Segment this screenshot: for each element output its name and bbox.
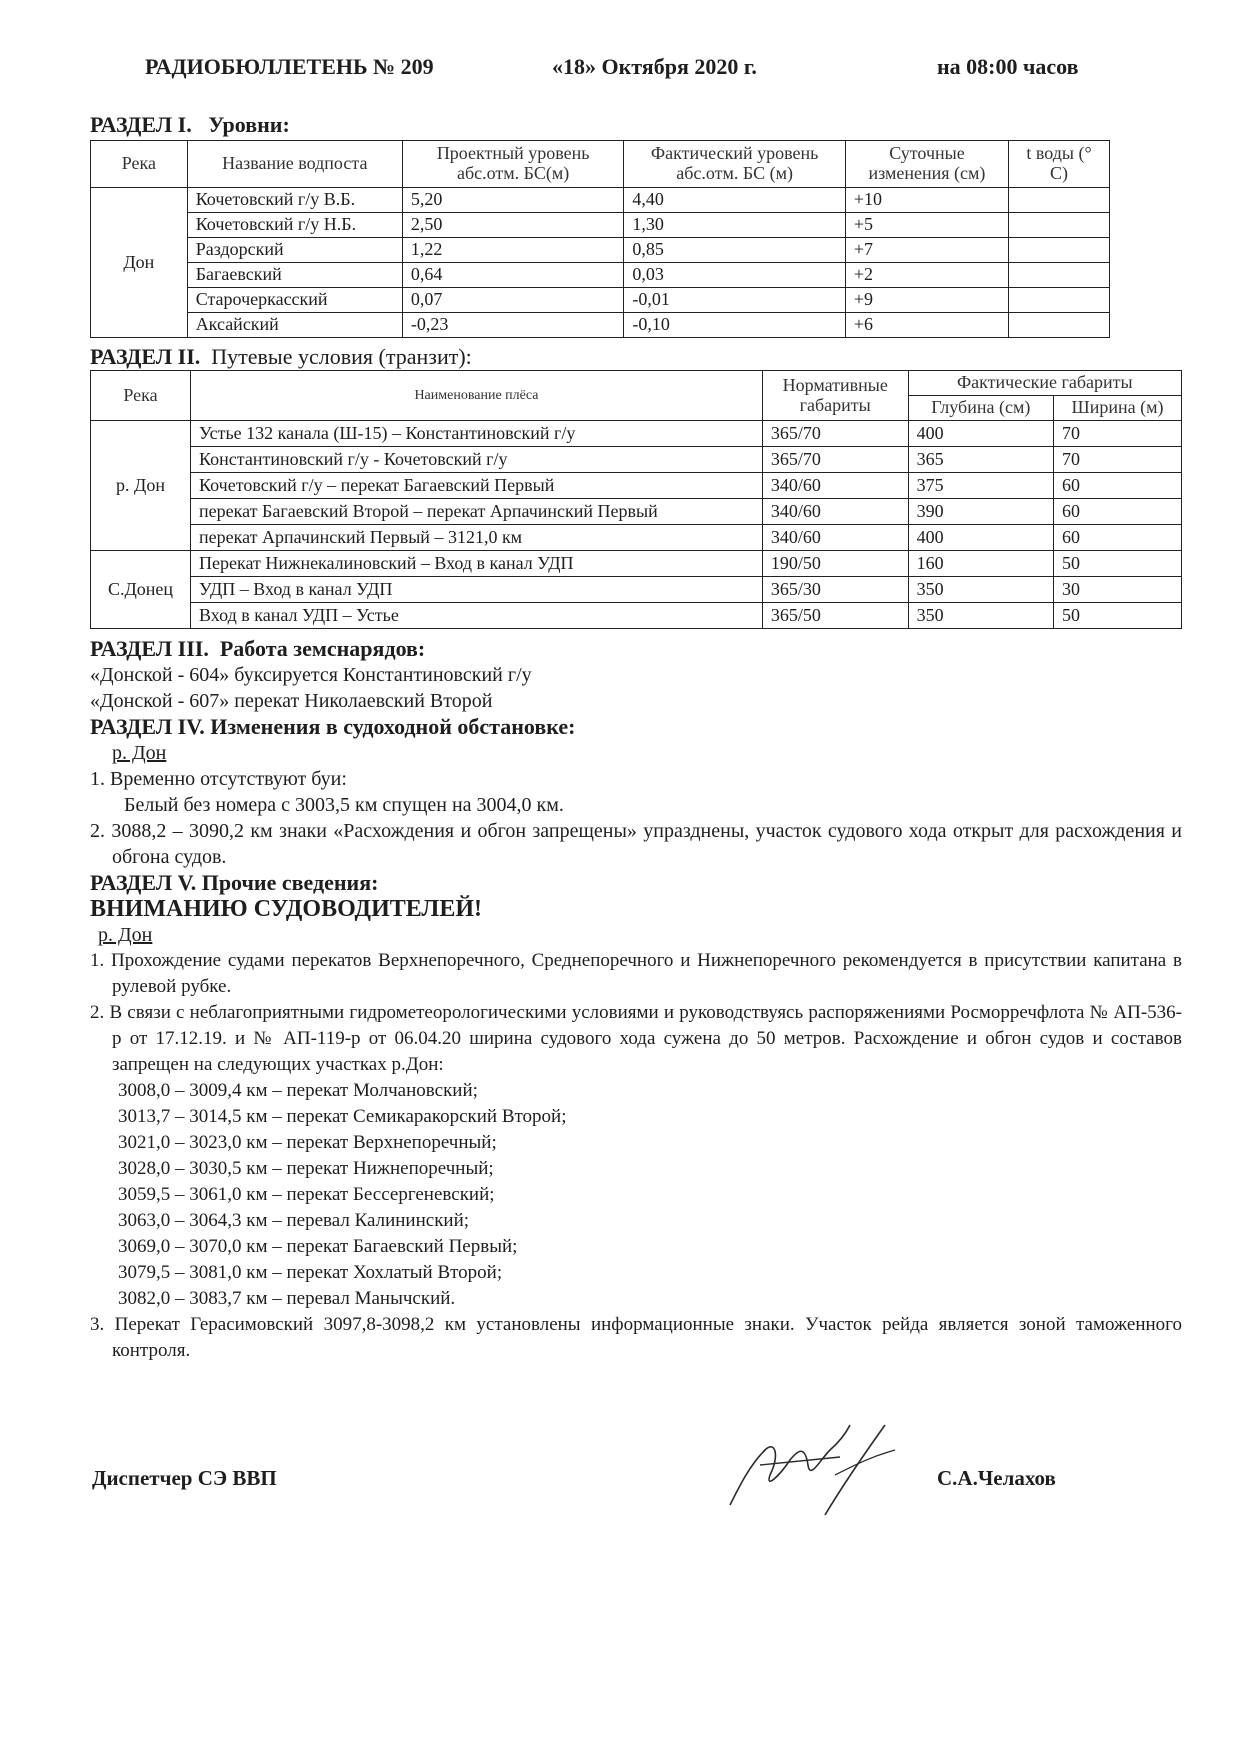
project-cell: -0,23 [402, 313, 623, 338]
station-cell: Старочеркасский [187, 288, 402, 313]
width-cell: 70 [1054, 421, 1182, 447]
section-4-heading [90, 714, 1182, 740]
table-row [91, 421, 1182, 447]
handwritten-signature [720, 1405, 900, 1525]
bulletin-title: РАДИОБЮЛЛЕТЕНЬ № 209 [145, 54, 434, 79]
notice-item: 1. Временно отсутствуют буи: [90, 768, 347, 790]
depth-cell: 350 [908, 577, 1053, 603]
list-item: 3082,0 – 3083,7 км – перевал Манычский. [118, 1288, 456, 1309]
col-water-temp: t воды (° C) [1009, 141, 1110, 188]
depth-cell: 390 [908, 499, 1053, 525]
route-conditions-table [90, 370, 1182, 629]
temp-cell [1009, 238, 1110, 263]
depth-cell: 400 [908, 421, 1053, 447]
table-row [91, 313, 1110, 338]
actual-cell: -0,10 [624, 313, 845, 338]
stretch-cell: Перекат Нижнекалиновский – Вход в канал УДП [191, 551, 763, 577]
col-river: Река [91, 141, 188, 188]
station-cell: Багаевский [187, 263, 402, 288]
list-item: 3059,5 – 3061,0 км – перекат Бессергеневский; [118, 1184, 495, 1205]
depth-cell: 375 [908, 473, 1053, 499]
list-item: 3021,0 – 3023,0 км – перекат Верхнепоречный; [118, 1132, 497, 1153]
col-project-level: Проектный уровень абс.отм. БС(м) [402, 141, 623, 188]
actual-cell: -0,01 [624, 288, 845, 313]
col-river: Река [91, 371, 191, 421]
col-station: Название водпоста [187, 141, 402, 188]
stretch-cell: Устье 132 канала (Ш-15) – Константиновский г/у [191, 421, 763, 447]
actual-cell: 4,40 [624, 188, 845, 213]
table-row [91, 447, 1182, 473]
actual-cell: 1,30 [624, 213, 845, 238]
section-2-label: РАЗДЕЛ II. [90, 344, 201, 369]
actual-cell: 0,03 [624, 263, 845, 288]
notice-item: 2. 3088,2 – 3090,2 км знаки «Расхождения и обгон запрещены» упразднены, участок судового хода открыт для расхождения и обгона судов. [90, 820, 1182, 868]
list-item: 3013,7 – 3014,5 км – перекат Семикаракорский Второй; [118, 1106, 567, 1127]
dispatcher-label: Диспетчер СЭ ВВП [92, 1466, 277, 1490]
change-cell: +7 [845, 238, 1008, 263]
change-cell: +9 [845, 288, 1008, 313]
levels-header-row [91, 141, 1110, 188]
table-row [91, 603, 1182, 629]
norm-cell: 365/50 [762, 603, 908, 629]
stretch-cell: Кочетовский г/у – перекат Багаевский Первый [191, 473, 763, 499]
section-3-title: Работа земснарядов: [219, 636, 426, 661]
list-item: 3063,0 – 3064,3 км – перевал Калининский; [118, 1210, 470, 1231]
river-cell: С.Донец [91, 551, 191, 629]
stretch-cell: УДП – Вход в канал УДП [191, 577, 763, 603]
sections-text [90, 636, 1182, 1364]
notice-subitem: Белый без номера с 3003,5 км спущен на 3004,0 км. [124, 794, 564, 816]
section-1-title: Уровни: [208, 112, 290, 137]
list-item: 3069,0 – 3070,0 км – перекат Багаевский Первый; [118, 1236, 518, 1257]
width-cell: 60 [1054, 525, 1182, 551]
table-row [91, 213, 1110, 238]
section-3-heading [90, 636, 1182, 662]
stretch-cell: Вход в канал УДП – Устье [191, 603, 763, 629]
project-cell: 2,50 [402, 213, 623, 238]
list-item: 3079,5 – 3081,0 км – перекат Хохлатый Второй; [118, 1262, 503, 1283]
temp-cell [1009, 313, 1110, 338]
col-daily-change: Суточные изменения (см) [845, 141, 1008, 188]
list-item: 3008,0 – 3009,4 км – перекат Молчановский; [118, 1080, 478, 1101]
norm-cell: 340/60 [762, 525, 908, 551]
table-row [91, 551, 1182, 577]
project-cell: 0,07 [402, 288, 623, 313]
notice-item: 3. Перекат Герасимовский 3097,8-3098,2 км установлены информационные знаки. Участок рейда является зоной таможенного контроля. [90, 1314, 1182, 1361]
temp-cell [1009, 288, 1110, 313]
norm-cell: 365/70 [762, 447, 908, 473]
dredger-line: «Донской - 604» буксируется Константиновский г/у [90, 664, 532, 686]
river-cell: р. Дон [91, 421, 191, 551]
section-3-label: РАЗДЕЛ III. [90, 636, 209, 661]
width-cell: 60 [1054, 473, 1182, 499]
table-row [91, 263, 1110, 288]
temp-cell [1009, 213, 1110, 238]
stretch-cell: перекат Багаевский Второй – перекат Арпачинский Первый [191, 499, 763, 525]
depth-cell: 160 [908, 551, 1053, 577]
project-cell: 1,22 [402, 238, 623, 263]
actual-cell: 0,85 [624, 238, 845, 263]
norm-cell: 365/30 [762, 577, 908, 603]
levels-table [90, 140, 1110, 338]
route-header-row [91, 371, 1182, 396]
station-cell: Кочетовский г/у Н.Б. [187, 213, 402, 238]
bulletin-header [0, 54, 1240, 84]
section-2-heading [90, 344, 472, 370]
table-row [91, 525, 1182, 551]
change-cell: +6 [845, 313, 1008, 338]
col-width: Ширина (м) [1054, 396, 1182, 421]
depth-cell: 365 [908, 447, 1053, 473]
section-1-heading [90, 112, 290, 138]
depth-cell: 350 [908, 603, 1053, 629]
col-actual-dimensions: Фактические габариты [908, 371, 1181, 396]
table-row [91, 238, 1110, 263]
temp-cell [1009, 188, 1110, 213]
notice-item: 2. В связи с неблагоприятными гидрометеорологическими условиями и руководствуясь распоряжениями Росморречфлота № АП-536-р от 17.12.19. и № АП-119-р от 06.04.20 ширина судового хода сужена до 50 метров. Расхождение и обгон судов и составов запрещен на следующих участках р.Дон: [90, 1002, 1182, 1075]
bulletin-date: «18» Октября 2020 г. [552, 54, 757, 79]
dredger-line: «Донской - 607» перекат Николаевский Второй [90, 690, 493, 712]
river-subheading: р. Дон [112, 742, 167, 764]
width-cell: 60 [1054, 499, 1182, 525]
width-cell: 70 [1054, 447, 1182, 473]
table-row [91, 499, 1182, 525]
table-row [91, 188, 1110, 213]
depth-cell: 400 [908, 525, 1053, 551]
notice-item: 1. Прохождение судами перекатов Верхнепоречного, Среднепоречного и Нижнепоречного рекомендуется в присутствии капитана в рулевой рубке. [90, 950, 1182, 997]
station-cell: Аксайский [187, 313, 402, 338]
river-cell: Дон [91, 188, 188, 338]
station-cell: Кочетовский г/у В.Б. [187, 188, 402, 213]
change-cell: +5 [845, 213, 1008, 238]
project-cell: 5,20 [402, 188, 623, 213]
station-cell: Раздорский [187, 238, 402, 263]
width-cell: 30 [1054, 577, 1182, 603]
col-normative: Нормативные габариты [762, 371, 908, 421]
list-item: 3028,0 – 3030,5 км – перекат Нижнепоречный; [118, 1158, 494, 1179]
section-4-label: РАЗДЕЛ IV. [90, 714, 205, 739]
norm-cell: 365/70 [762, 421, 908, 447]
section-4-title: Изменения в судоходной обстановке: [210, 714, 576, 739]
temp-cell [1009, 263, 1110, 288]
section-5-heading [90, 870, 1182, 896]
attention-heading: ВНИМАНИЮ СУДОВОДИТЕЛЕЙ! [90, 896, 482, 922]
col-depth: Глубина (см) [908, 396, 1053, 421]
change-cell: +2 [845, 263, 1008, 288]
restricted-sections-list [90, 1078, 1182, 1312]
norm-cell: 190/50 [762, 551, 908, 577]
norm-cell: 340/60 [762, 473, 908, 499]
section-5-label: РАЗДЕЛ V. [90, 870, 197, 895]
stretch-cell: Константиновский г/у - Кочетовский г/у [191, 447, 763, 473]
dispatcher-name: С.А.Челахов [937, 1466, 1056, 1490]
col-actual-level: Фактический уровень абс.отм. БС (м) [624, 141, 845, 188]
table-row [91, 577, 1182, 603]
table-row [91, 473, 1182, 499]
river-subheading: р. Дон [98, 924, 153, 946]
stretch-cell: перекат Арпачинский Первый – 3121,0 км [191, 525, 763, 551]
section-5-title: Прочие сведения: [201, 870, 379, 895]
width-cell: 50 [1054, 551, 1182, 577]
norm-cell: 340/60 [762, 499, 908, 525]
section-2-title: Путевые условия (транзит): [211, 344, 472, 369]
table-row [91, 288, 1110, 313]
col-stretch: Наименование плёса [191, 371, 763, 421]
change-cell: +10 [845, 188, 1008, 213]
bulletin-time: на 08:00 часов [937, 54, 1079, 79]
width-cell: 50 [1054, 603, 1182, 629]
project-cell: 0,64 [402, 263, 623, 288]
section-1-label: РАЗДЕЛ I. [90, 112, 192, 137]
